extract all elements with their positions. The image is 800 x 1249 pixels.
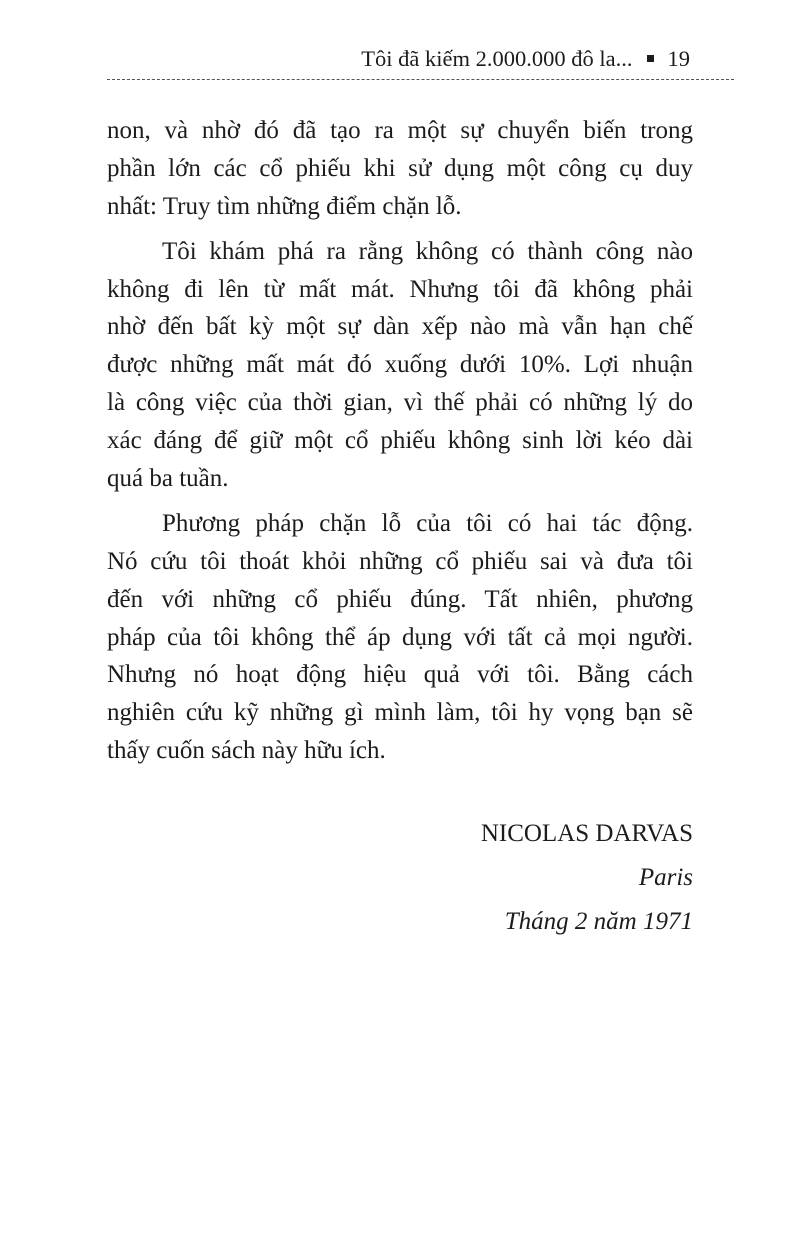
running-header — [0, 44, 690, 74]
header-divider — [107, 79, 734, 80]
text-line: đến với những cổ phiếu đúng. Tất nhiên, phương — [107, 585, 693, 613]
text-line: Nó cứu tôi thoát khỏi những cổ phiếu sai và đưa tôi — [107, 547, 693, 575]
text-line: được những mất mát đó xuống dưới 10%. Lợi nhuận — [107, 351, 693, 379]
text-line: non, và nhờ đó đã tạo ra một sự chuyển biến trong — [107, 117, 693, 144]
text-line: nhờ đến bất kỳ một sự dàn xếp nào mà vẫn hạn chế — [107, 313, 693, 341]
text-line: xác đáng để giữ một cổ phiếu không sinh lời kéo dài — [107, 427, 693, 455]
text-line: là công việc của thời gian, vì thế phải có những lý do — [107, 389, 693, 417]
page-number: 19 — [667, 46, 690, 71]
text-line: quá ba tuần. — [107, 465, 229, 493]
bullet-separator — [647, 55, 654, 62]
paragraph-1 — [107, 112, 693, 226]
text-line: nghiên cứu kỹ những gì mình làm, tôi hy vọng bạn sẽ — [107, 699, 693, 727]
signature-date: Tháng 2 năm 1971 — [504, 908, 693, 935]
running-title: Tôi đã kiếm 2.000.000 đô la... — [361, 46, 633, 71]
text-line: Nhưng nó hoạt động hiệu quả với tôi. Bằng cách — [107, 661, 693, 689]
text-line: phần lớn các cổ phiếu khi sử dụng một công cụ duy — [107, 154, 693, 182]
text-line: Phương pháp chặn lỗ của tôi có hai tác động. — [162, 509, 693, 537]
signature-block — [481, 812, 693, 944]
body-text — [107, 112, 693, 777]
signature-place: Paris — [638, 864, 693, 891]
text-line: nhất: Truy tìm những điểm chặn lỗ. — [107, 192, 462, 220]
paragraph-3 — [107, 505, 693, 770]
text-line: không đi lên từ mất mát. Nhưng tôi đã không phải — [107, 275, 693, 303]
paragraph-2 — [107, 233, 693, 498]
text-line: thấy cuốn sách này hữu ích. — [107, 737, 386, 765]
author-name: NICOLAS DARVAS — [480, 820, 693, 847]
text-line: Tôi khám phá ra rằng không có thành công nào — [162, 237, 693, 265]
text-line: pháp của tôi không thể áp dụng với tất cả mọi người. — [107, 623, 693, 651]
